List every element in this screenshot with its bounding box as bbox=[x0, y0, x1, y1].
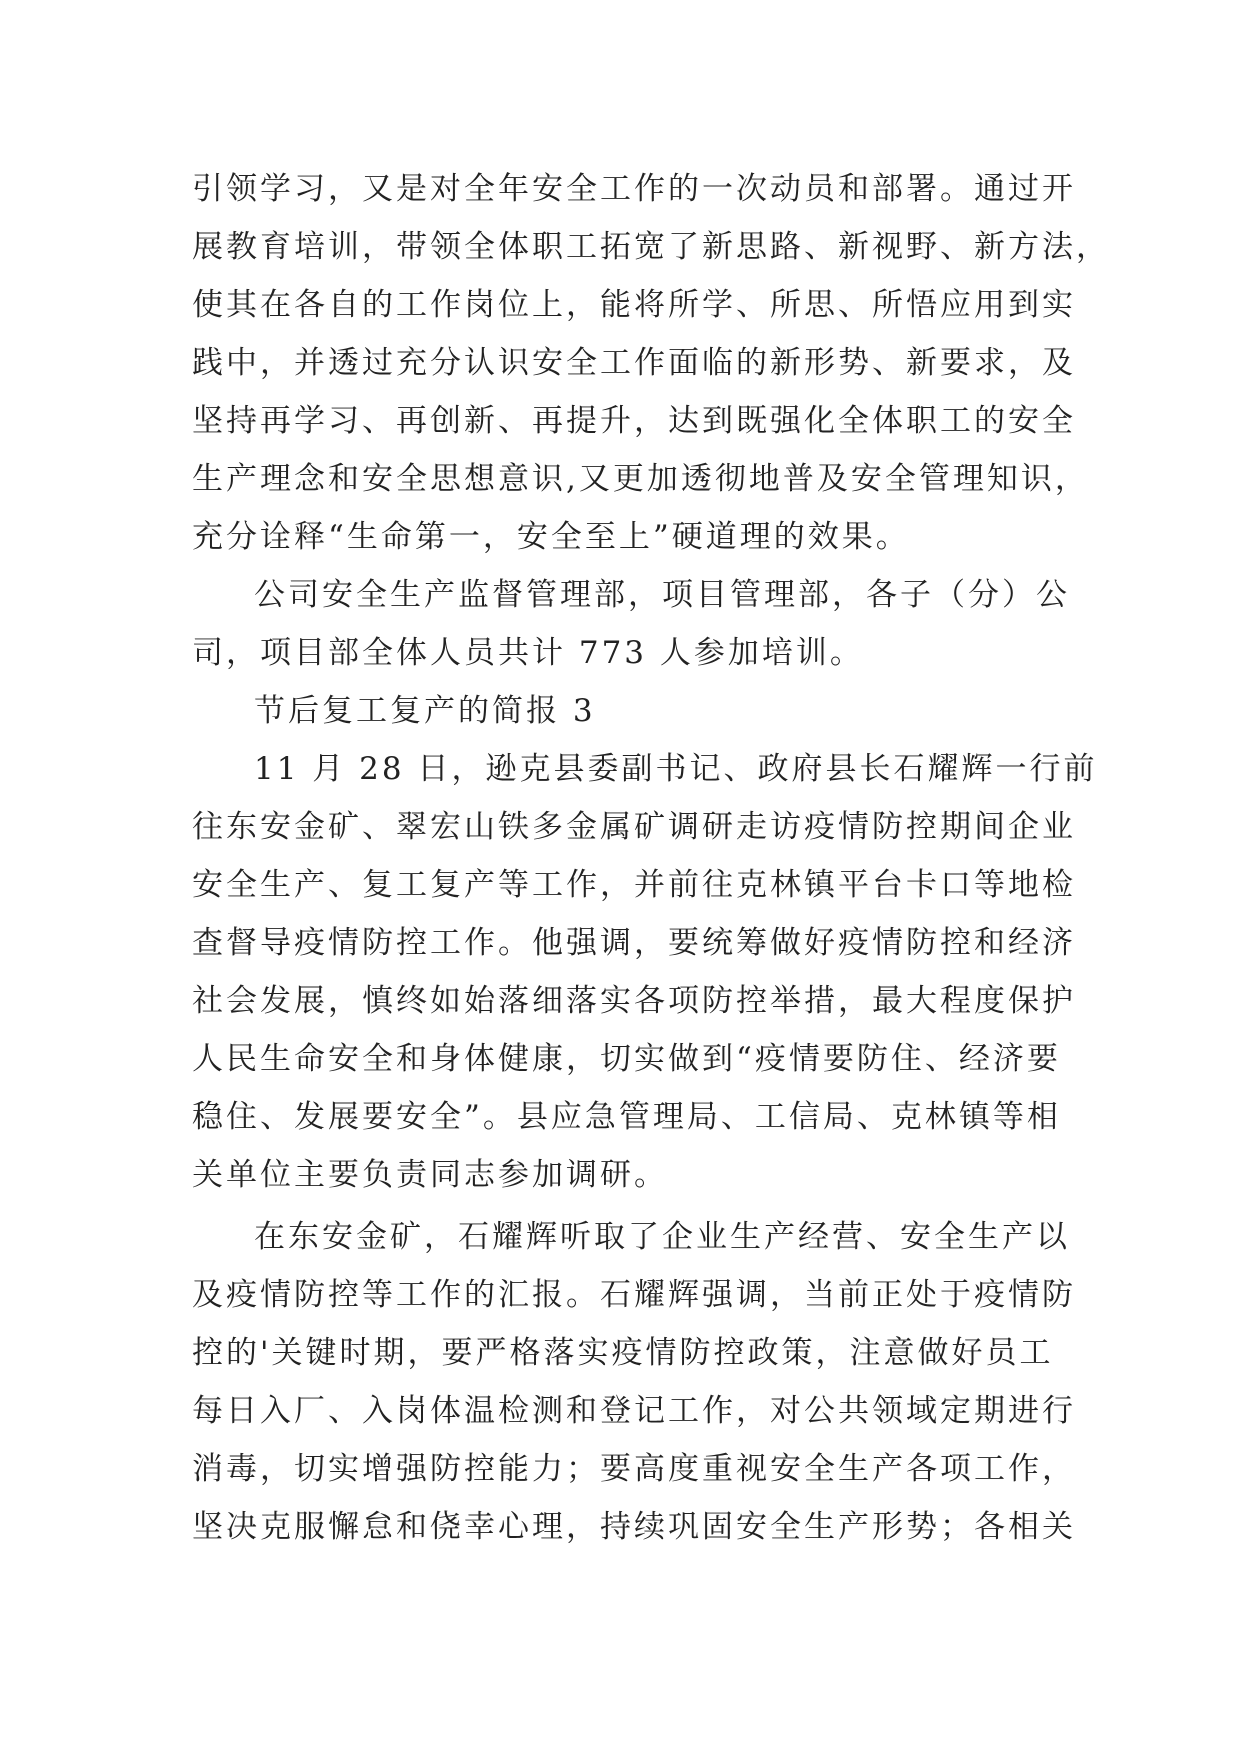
text-line: 坚决克服懈怠和侥幸心理，持续巩固安全生产形势；各相关 bbox=[192, 1509, 1076, 1545]
text-line: 引领学习，又是对全年安全工作的一次动员和部署。通过开 bbox=[192, 171, 1076, 207]
document-body bbox=[192, 160, 1110, 1556]
text-line: 及疫情防控等工作的汇报。石耀辉强调，当前正处于疫情防 bbox=[192, 1277, 1076, 1313]
text-line: 充分诠释“生命第一，安全至上”硬道理的效果。 bbox=[192, 519, 910, 555]
section-title-text: 节后复工复产的简报 3 bbox=[254, 693, 596, 729]
text-line: 社会发展，慎终如始落细落实各项防控举措，最大程度保护 bbox=[192, 983, 1076, 1019]
text-line: 控的'关键时期，要严格落实疫情防控政策，注意做好员工 bbox=[192, 1335, 1054, 1371]
text-line: 践中，并透过充分认识安全工作面临的新形势、新要求，及 bbox=[192, 345, 1076, 381]
paragraph-inspection bbox=[192, 740, 1098, 1204]
text-line: 生产理念和安全思想意识,又更加透彻地普及安全管理知识， bbox=[192, 461, 1089, 497]
text-line: 安全生产、复工复产等工作，并前往克林镇平台卡口等地检 bbox=[192, 867, 1076, 903]
paragraph-dongan-gold-mine bbox=[192, 1208, 1076, 1556]
text-line: 公司安全生产监督管理部，项目管理部，各子（分）公 bbox=[254, 577, 1070, 613]
text-line: 人民生命安全和身体健康，切实做到“疫情要防住、经济要 bbox=[192, 1041, 1061, 1077]
section-title bbox=[192, 682, 1052, 740]
paragraph-training-summary bbox=[192, 160, 1110, 566]
text-line: 坚持再学习、再创新、再提升，达到既强化全体职工的安全 bbox=[192, 403, 1076, 439]
text-line: 每日入厂、入岗体温检测和登记工作，对公共领域定期进行 bbox=[192, 1393, 1076, 1429]
paragraph-participants bbox=[192, 566, 1070, 682]
text-line: 使其在各自的工作岗位上，能将所学、所思、所悟应用到实 bbox=[192, 287, 1076, 323]
text-line: 查督导疫情防控工作。他强调，要统筹做好疫情防控和经济 bbox=[192, 925, 1076, 961]
text-line: 展教育培训，带领全体职工拓宽了新思路、新视野、新方法， bbox=[192, 229, 1110, 265]
text-line: 在东安金矿，石耀辉听取了企业生产经营、安全生产以 bbox=[254, 1219, 1070, 1255]
text-line: 司，项目部全体人员共计 773 人参加培训。 bbox=[192, 635, 864, 671]
text-line: 往东安金矿、翠宏山铁多金属矿调研走访疫情防控期间企业 bbox=[192, 809, 1076, 845]
text-line: 11 月 28 日，逊克县委副书记、政府县长石耀辉一行前 bbox=[254, 751, 1098, 787]
text-line: 关单位主要负责同志参加调研。 bbox=[192, 1157, 668, 1193]
text-line: 稳住、发展要安全”。县应急管理局、工信局、克林镇等相 bbox=[192, 1099, 1061, 1135]
text-line: 消毒，切实增强防控能力；要高度重视安全生产各项工作， bbox=[192, 1451, 1076, 1487]
